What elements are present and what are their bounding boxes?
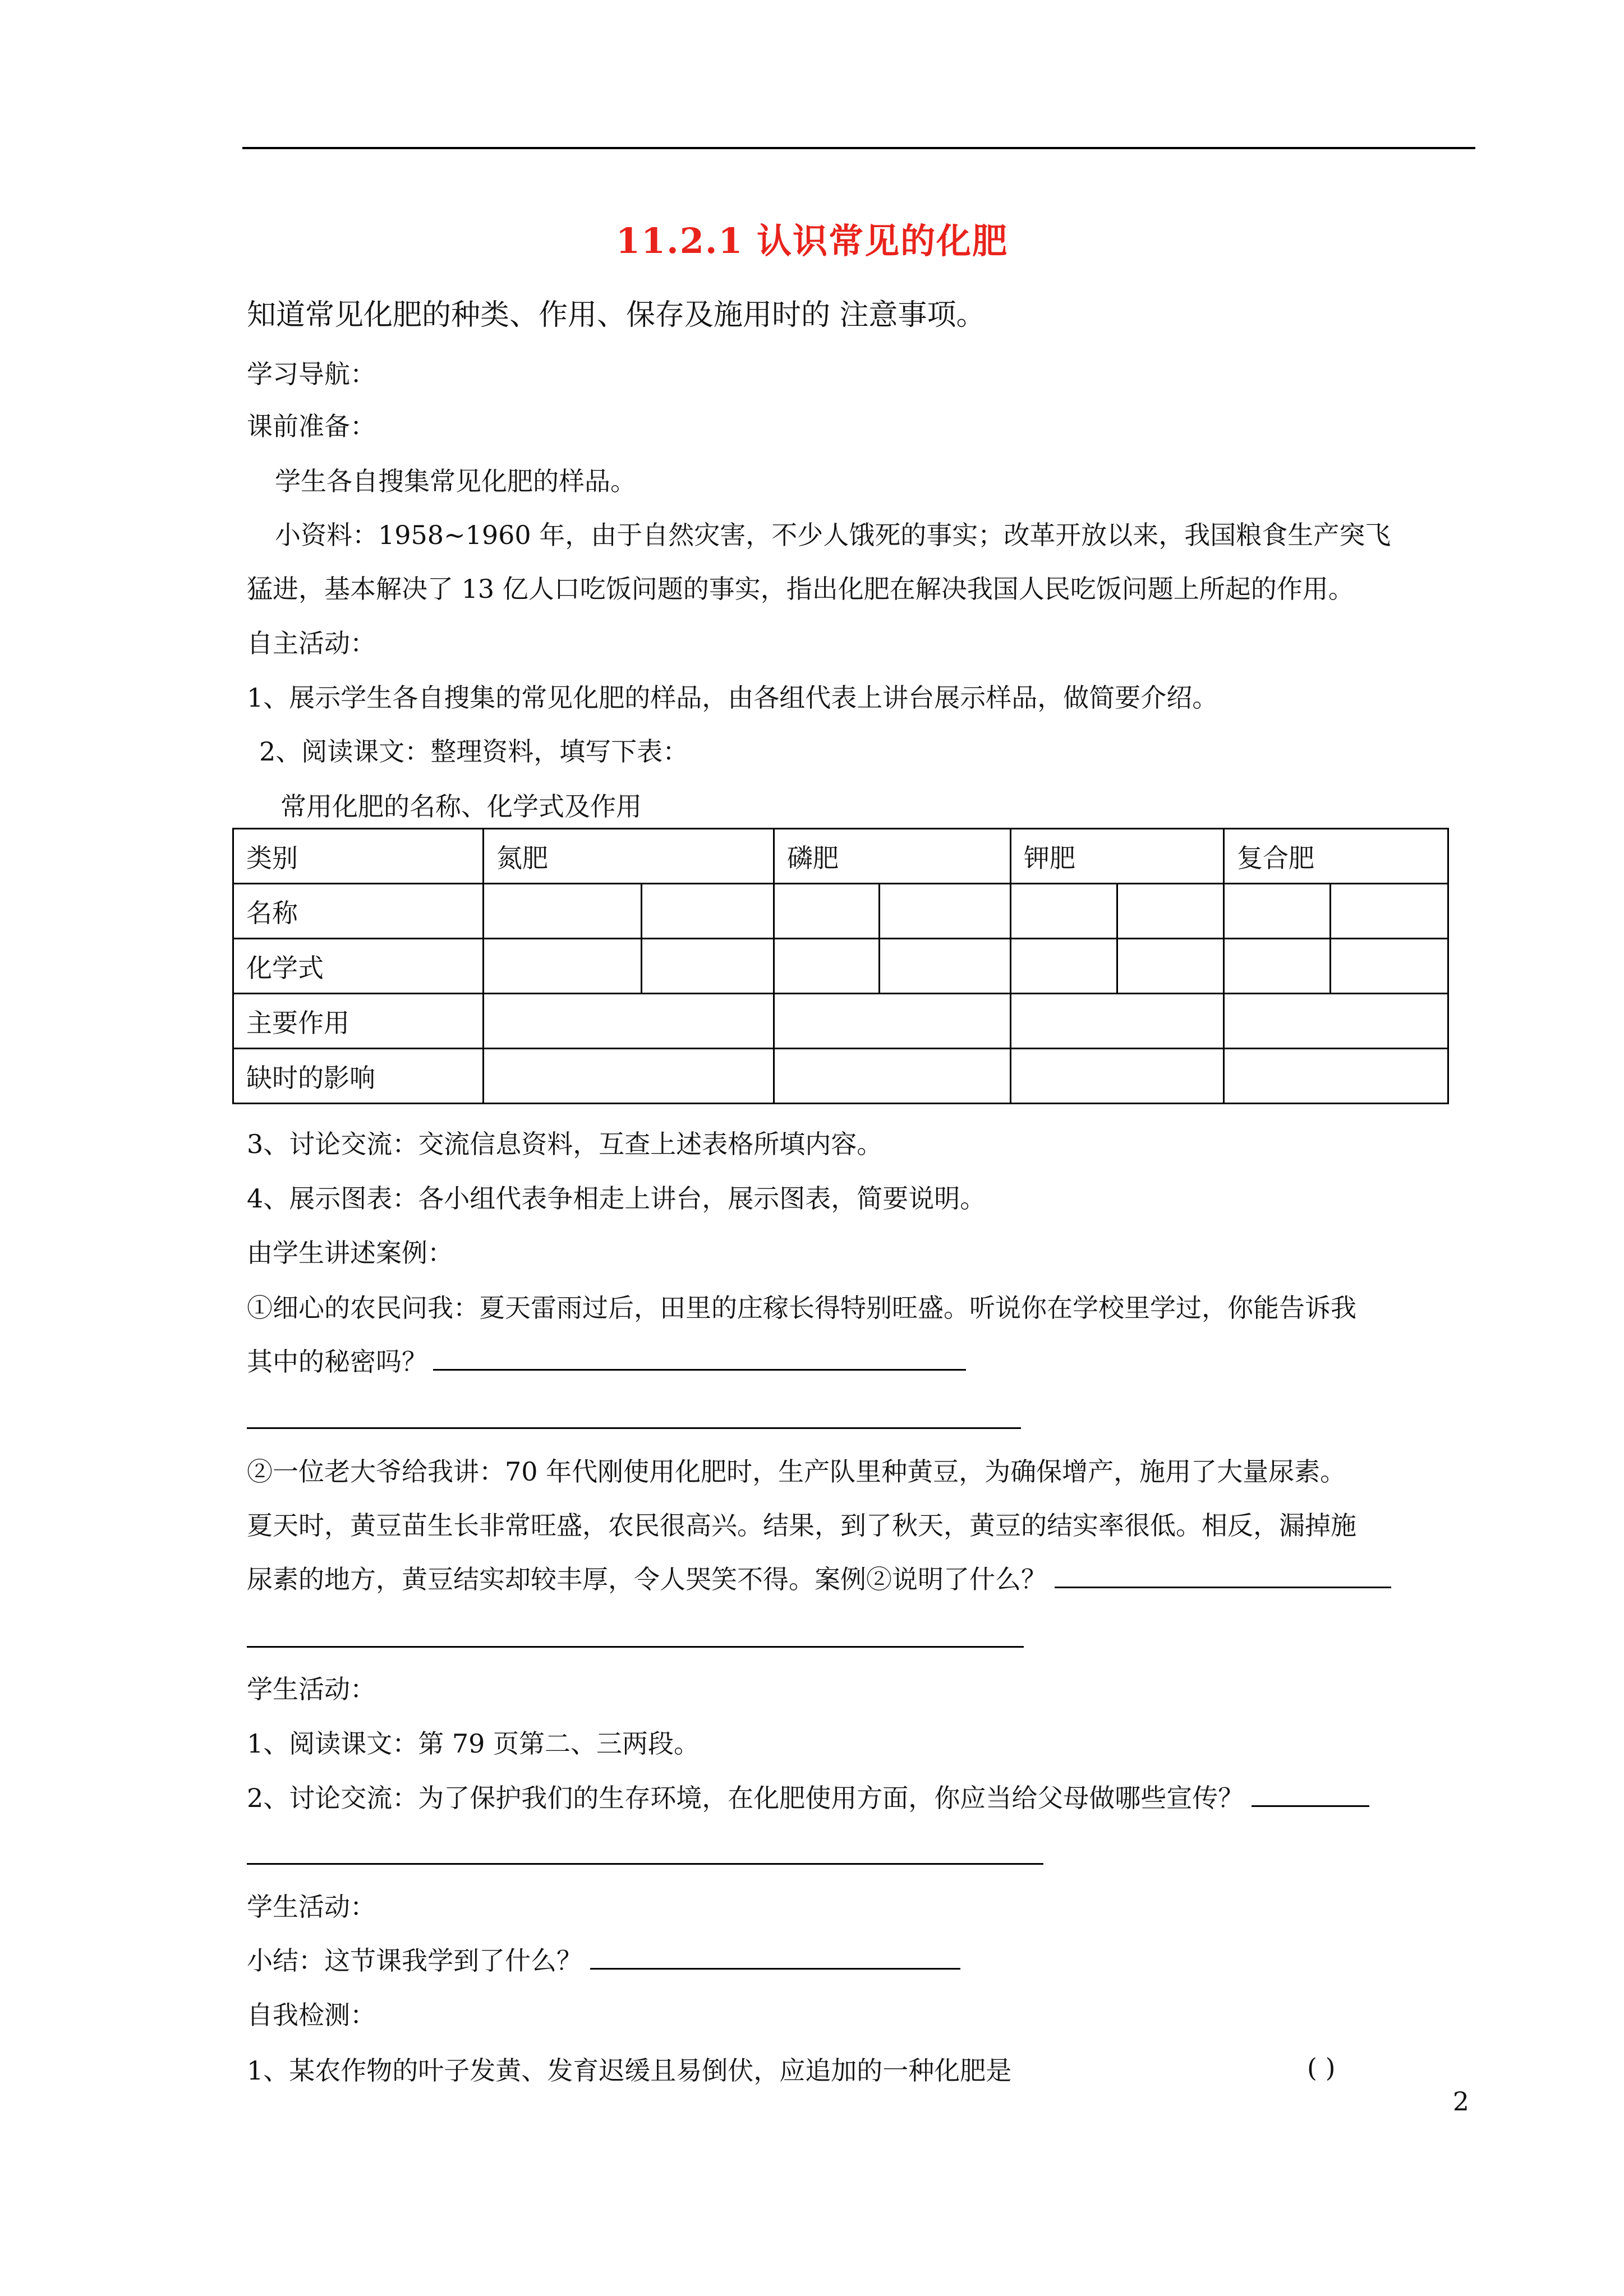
row-label: 名称 — [233, 884, 484, 939]
table-header-cell: 钾肥 — [1011, 829, 1224, 884]
prep-item: 学生各自搜集常见化肥的样品。 — [275, 466, 636, 496]
student-activity-step-1: 1、阅读课文：第 79 页第二、三两段。 — [247, 1728, 700, 1759]
self-activity-step-1: 1、展示学生各自搜集的常见化肥的样品，由各组代表上讲台展示样品，做简要介绍。 — [247, 683, 1218, 713]
table-cell — [1117, 939, 1224, 994]
table-row — [233, 1049, 1448, 1104]
table-header-cell: 磷肥 — [774, 829, 1011, 884]
case2-question: 尿素的地方，黄豆结实却较丰厚，令人哭笑不得。案例②说明了什么？ — [247, 1564, 1047, 1594]
table-cell — [1224, 1049, 1448, 1104]
table-cell — [484, 1049, 774, 1104]
objective-text: 知道常见化肥的种类、作用、保存及施用时的 注意事项。 — [247, 298, 986, 332]
answer-blank[interactable] — [433, 1369, 966, 1371]
case1-question: 其中的秘密吗？ — [247, 1347, 427, 1377]
case2-line-3 — [247, 1561, 1391, 1597]
case1-line-1: ①细心的农民问我：夏天雷雨过后，田里的庄稼长得特别旺盛。听说你在学校里学过，你能告诉我 — [247, 1293, 1356, 1323]
material-line-1: 小资料：1958~1960 年，由于自然灾害，不少人饿死的事实；改革开放以来，我国粮食生产突飞 — [275, 520, 1391, 550]
prep-heading: 课前准备： — [247, 411, 376, 441]
answer-parentheses[interactable]: ( ) — [1307, 2053, 1336, 2083]
self-activity-step-3: 3、讨论交流：交流信息资料，互查上述表格所填内容。 — [247, 1129, 883, 1159]
table-cell — [642, 939, 774, 994]
table-cell — [1117, 884, 1224, 939]
table-cell — [774, 939, 880, 994]
summary-prompt: 小结：这节课我学到了什么？ — [247, 1945, 582, 1976]
table-row — [233, 884, 1448, 939]
table-cell — [484, 884, 642, 939]
table-cell — [880, 884, 1011, 939]
table-cell — [1011, 939, 1117, 994]
table-cell — [484, 994, 774, 1049]
header-rule — [242, 147, 1475, 149]
fertilizer-table — [232, 828, 1449, 1104]
student-activity-step-2 — [247, 1780, 1369, 1816]
self-activity-step-2: 2、阅读课文：整理资料，填写下表： — [259, 736, 689, 767]
self-activity-step-4: 4、展示图表：各小组代表争相走上讲台，展示图表，简要说明。 — [247, 1183, 986, 1214]
table-header-row — [233, 829, 1448, 884]
case1-line-2 — [247, 1344, 966, 1380]
row-label: 缺时的影响 — [233, 1049, 484, 1104]
table-row — [233, 939, 1448, 994]
answer-blank-line[interactable] — [247, 1863, 1043, 1865]
table-cell — [1224, 994, 1448, 1049]
case2-line-2: 夏天时，黄豆苗生长非常旺盛，农民很高兴。结果，到了秋天，黄豆的结实率很低。相反，漏掉施 — [247, 1510, 1356, 1541]
table-caption: 常用化肥的名称、化学式及作用 — [280, 791, 642, 822]
page-number: 2 — [1452, 2086, 1469, 2117]
page-title: 11.2.1 认识常见的化肥 — [615, 220, 1009, 261]
summary-line — [247, 1943, 960, 1979]
answer-blank[interactable] — [1055, 1587, 1391, 1588]
answer-blank[interactable] — [1252, 1805, 1369, 1807]
cases-heading: 由学生讲述案例： — [247, 1238, 453, 1268]
student-activity-heading: 学生活动： — [247, 1674, 376, 1704]
table-cell — [1224, 939, 1331, 994]
student-activity-question: 2、讨论交流：为了保护我们的生存环境，在化肥使用方面，你应当给父母做哪些宣传？ — [247, 1783, 1244, 1813]
table-cell — [774, 884, 880, 939]
answer-blank-line[interactable] — [247, 1646, 1024, 1648]
table-header-cell: 氮肥 — [484, 829, 774, 884]
table-cell — [1331, 884, 1448, 939]
table-cell — [484, 939, 642, 994]
table-header-cell: 复合肥 — [1224, 829, 1448, 884]
table-header-cell: 类别 — [233, 829, 484, 884]
answer-blank[interactable] — [590, 1968, 960, 1970]
table-cell — [1011, 1049, 1224, 1104]
table-cell — [774, 994, 1011, 1049]
self-test-heading: 自我检测： — [247, 2000, 376, 2030]
material-line-2: 猛进，基本解决了 13 亿人口吃饭问题的事实，指出化肥在解决我国人民吃饭问题上所起的作用。 — [247, 574, 1354, 604]
table-cell — [642, 884, 774, 939]
table-cell — [880, 939, 1011, 994]
table-cell — [1011, 884, 1117, 939]
table-cell — [1011, 994, 1224, 1049]
table-cell — [1331, 939, 1448, 994]
row-label: 化学式 — [233, 939, 484, 994]
table-cell — [774, 1049, 1011, 1104]
nav-label: 学习导航： — [247, 359, 376, 389]
row-label: 主要作用 — [233, 994, 484, 1049]
case2-line-1: ②一位老大爷给我讲：70 年代刚使用化肥时，生产队里种黄豆，为确保增产，施用了大量尿素。 — [247, 1456, 1346, 1487]
self-test-question-1: 1、某农作物的叶子发黄、发育迟缓且易倒伏，应追加的一种化肥是 — [247, 2055, 1012, 2086]
self-activity-heading: 自主活动： — [247, 628, 376, 658]
table-cell — [1224, 884, 1331, 939]
answer-blank-line[interactable] — [247, 1427, 1021, 1429]
student-activity-2-heading: 学生活动： — [247, 1892, 376, 1922]
table-row — [233, 994, 1448, 1049]
